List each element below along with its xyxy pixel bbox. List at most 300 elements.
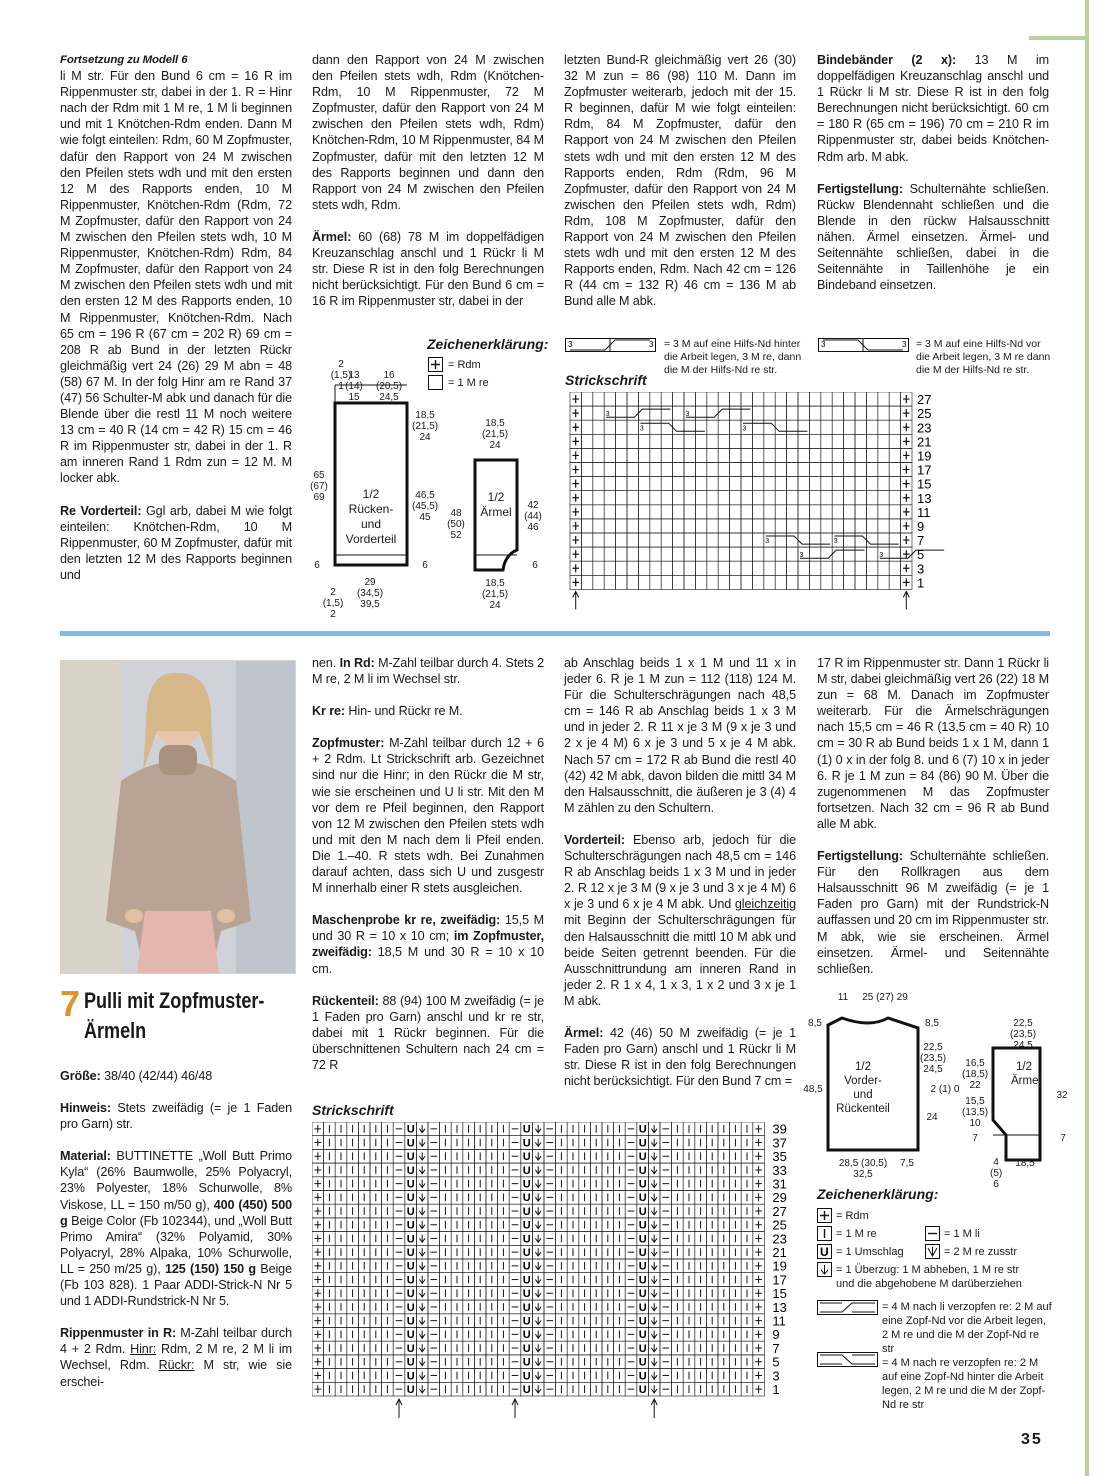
chart-cell bbox=[707, 533, 718, 547]
chart-cell bbox=[650, 491, 661, 505]
chart-cell bbox=[821, 505, 832, 519]
svg-text:3: 3 bbox=[649, 340, 654, 349]
stitch-mark bbox=[419, 1235, 425, 1243]
chart-cell bbox=[821, 491, 832, 505]
legend-zusstr: = 2 M re zusstr bbox=[944, 1246, 1018, 1258]
dim-label: 11 bbox=[837, 992, 849, 1003]
chart-cell bbox=[775, 491, 786, 505]
chart-cell bbox=[775, 434, 786, 448]
chart-cell bbox=[798, 448, 809, 462]
chart-cell bbox=[627, 491, 638, 505]
chart-cell bbox=[866, 420, 877, 434]
legend-symbols bbox=[428, 357, 444, 391]
chart-cell bbox=[821, 448, 832, 462]
stitch-mark bbox=[419, 1152, 425, 1160]
stitch-mark: U bbox=[522, 1164, 531, 1177]
chart-cell bbox=[889, 477, 900, 491]
stitch-mark bbox=[419, 1194, 425, 1202]
stitch-mark: U bbox=[406, 1329, 415, 1342]
chart-cell bbox=[798, 505, 809, 519]
stitch-mark bbox=[419, 1180, 425, 1188]
body-piece-label: 1/2 Rücken- und Vorderteil bbox=[345, 487, 397, 546]
chart-cell bbox=[593, 406, 604, 420]
stitch-mark bbox=[651, 1317, 657, 1325]
chart-cell bbox=[673, 575, 684, 589]
chart-cell bbox=[832, 448, 843, 462]
chart-cell bbox=[673, 420, 684, 434]
stitch-mark bbox=[419, 1289, 425, 1297]
edge-stitch-mark bbox=[573, 550, 579, 558]
chart-cell bbox=[718, 561, 729, 575]
chart-cell bbox=[878, 420, 889, 434]
chart-cell bbox=[832, 406, 843, 420]
stitch-mark: U bbox=[406, 1151, 415, 1164]
edge-stitch-mark bbox=[903, 466, 909, 474]
section-heading: Ärmel: bbox=[312, 229, 352, 244]
stitch-mark: U bbox=[406, 1247, 415, 1259]
chart-cell bbox=[638, 477, 649, 491]
edge-stitch-mark bbox=[573, 508, 579, 516]
stitch-mark: U bbox=[638, 1315, 647, 1328]
chart-cell bbox=[661, 491, 672, 505]
chart-cell bbox=[684, 434, 695, 448]
bottom-column-4 bbox=[817, 655, 1049, 993]
row-number: 35 bbox=[772, 1149, 787, 1165]
chart-cell bbox=[650, 575, 661, 589]
stitch-mark: U bbox=[406, 1342, 415, 1355]
chart-cell bbox=[889, 448, 900, 462]
chart-cell bbox=[775, 463, 786, 477]
chart-cell bbox=[821, 533, 832, 547]
stitch-mark bbox=[651, 1344, 657, 1352]
chart-cell bbox=[775, 561, 786, 575]
row-number: 23 bbox=[917, 420, 932, 436]
paragraph: Kr re: Hin- und Rückr re M. bbox=[312, 704, 463, 719]
chart-cell bbox=[809, 406, 820, 420]
row-number: 13 bbox=[917, 490, 932, 506]
model-photo bbox=[60, 660, 296, 974]
chart-cell bbox=[627, 519, 638, 533]
chart-cell bbox=[809, 505, 820, 519]
chart-cell bbox=[832, 505, 843, 519]
paragraph: Hinweis: Stets zweifädig (= je 1 Faden pro Garn) str. bbox=[60, 1101, 292, 1132]
edge-stitch-mark bbox=[903, 423, 909, 431]
chart-cell bbox=[616, 547, 627, 561]
stitch-mark bbox=[535, 1385, 541, 1393]
chart-cell bbox=[775, 519, 786, 533]
chart-cell bbox=[627, 420, 638, 434]
stitch-mark bbox=[419, 1358, 425, 1366]
stitch-mark bbox=[651, 1152, 657, 1160]
stitch-mark bbox=[535, 1331, 541, 1339]
chart-cell bbox=[741, 477, 752, 491]
stitch-mark: U bbox=[638, 1260, 647, 1273]
stitch-mark bbox=[419, 1262, 425, 1270]
chart-cell bbox=[855, 448, 866, 462]
chart-cell bbox=[764, 477, 775, 491]
stitch-mark bbox=[315, 1194, 322, 1202]
chart-cell bbox=[798, 491, 809, 505]
chart-cell bbox=[878, 392, 889, 406]
chart-cell bbox=[695, 392, 706, 406]
chart-cell bbox=[809, 575, 820, 589]
chart-cell bbox=[844, 547, 855, 561]
chart-cell bbox=[673, 491, 684, 505]
chart-cell bbox=[707, 505, 718, 519]
chart-cell bbox=[752, 491, 763, 505]
chart-cell bbox=[764, 505, 775, 519]
chart-cell bbox=[809, 463, 820, 477]
chart-cell bbox=[616, 434, 627, 448]
chart-cell bbox=[718, 505, 729, 519]
stitch-mark bbox=[535, 1276, 541, 1284]
stitch-mark: U bbox=[522, 1329, 531, 1342]
stitch-mark: U bbox=[522, 1192, 531, 1205]
chart-cell bbox=[593, 533, 604, 547]
chart-cell bbox=[809, 561, 820, 575]
chart-cell bbox=[684, 392, 695, 406]
chart-cell bbox=[673, 448, 684, 462]
chart-cell bbox=[809, 491, 820, 505]
stitch-mark bbox=[651, 1372, 657, 1380]
section-heading: Re Vorderteil: bbox=[60, 503, 142, 518]
chart-cell bbox=[604, 547, 615, 561]
chart-cell bbox=[889, 420, 900, 434]
row-number: 3 bbox=[917, 561, 925, 577]
chart-cell bbox=[730, 547, 741, 561]
dim-label: 16,5 (18,5) 22 bbox=[962, 1058, 989, 1091]
chart-cell bbox=[730, 533, 741, 547]
chart-cell bbox=[752, 575, 763, 589]
row-number: 15 bbox=[772, 1286, 787, 1302]
chart-cell bbox=[616, 448, 627, 462]
chart-cell bbox=[752, 505, 763, 519]
chart-cell bbox=[673, 434, 684, 448]
chart-cell bbox=[821, 547, 832, 561]
chart-cell bbox=[878, 561, 889, 575]
chart-cell bbox=[775, 392, 786, 406]
paragraph: Material: BUTTINETTE „Woll Butt Primo Kyla“ (26% Baumwolle, 25% Polyacryl, 23% Polyester, 18% Schurwolle, 8% Viskose, LL = 150 m/50 g), 400 (450) 500 g Beige Color (Fb 102344), und „Woll Butt Primo Amira“ (32% Polyamid, 30% Polyacryl, 28% Alpaka, 10% Schurwolle, LL = 250 m/25 g), 125 (150) 150 g Beige (Fb 103 828). 1 Paar ADDI-Strick-N Nr 5 und 1 ADDI-Rundstrick-N Nr 5. bbox=[60, 1149, 293, 1309]
stitch-mark bbox=[651, 1303, 657, 1311]
stitch-mark bbox=[755, 1344, 762, 1352]
stitch-mark bbox=[651, 1235, 657, 1243]
stitch-mark: U bbox=[522, 1356, 531, 1369]
row-number: 11 bbox=[917, 504, 931, 520]
chart-cell bbox=[581, 491, 592, 505]
chart-cell bbox=[581, 533, 592, 547]
chart-cell bbox=[775, 448, 786, 462]
chart-cell bbox=[673, 519, 684, 533]
legend-ueberzug: = 1 Überzug: 1 M abheben, 1 M re str und die abgehobene M darüberziehen bbox=[836, 1264, 1022, 1290]
stitch-mark bbox=[651, 1166, 657, 1174]
chart-cell bbox=[581, 392, 592, 406]
edge-stitch-mark bbox=[573, 564, 579, 572]
legend-umschlag: = 1 Umschlag bbox=[836, 1246, 904, 1258]
dim-label: 18,5 (21,5) 24 bbox=[481, 418, 509, 451]
chart-cell bbox=[741, 491, 752, 505]
stitch-mark: U bbox=[638, 1288, 647, 1301]
chart-cell bbox=[844, 505, 855, 519]
chart-cell bbox=[718, 547, 729, 561]
stitch-mark bbox=[755, 1317, 762, 1325]
chart-cell bbox=[616, 575, 627, 589]
stitch-mark bbox=[315, 1248, 322, 1256]
stitch-mark: U bbox=[522, 1274, 531, 1287]
chart-cell bbox=[650, 519, 661, 533]
chart-cell bbox=[730, 561, 741, 575]
stitch-mark bbox=[315, 1289, 322, 1297]
chart-cell bbox=[661, 533, 672, 547]
chart-cell bbox=[787, 463, 798, 477]
stitch-mark bbox=[755, 1125, 762, 1133]
repeat-arrow bbox=[396, 1399, 402, 1418]
dim-label: 2 (1,5) 1 bbox=[330, 359, 352, 392]
chart-cell bbox=[844, 392, 855, 406]
dim-label: 65 (67) 69 bbox=[310, 470, 328, 503]
chart-cell bbox=[775, 533, 786, 547]
chart-cell bbox=[581, 434, 592, 448]
chart-cell bbox=[775, 406, 786, 420]
chart-cell bbox=[809, 392, 820, 406]
dim-label: 42 (44) 46 bbox=[524, 500, 542, 533]
stitch-mark: U bbox=[522, 1370, 531, 1383]
stitch-mark bbox=[535, 1358, 541, 1366]
chart-cell bbox=[581, 575, 592, 589]
dim-label: 28,5 (30,5) 32,5 bbox=[838, 1158, 888, 1180]
stitch-mark: U bbox=[522, 1342, 531, 1355]
chart-cell bbox=[809, 533, 820, 547]
edge-stitch-mark bbox=[903, 522, 909, 530]
edge-stitch-mark bbox=[903, 536, 909, 544]
chart-cell bbox=[661, 547, 672, 561]
chart-cell bbox=[604, 575, 615, 589]
chart-cell bbox=[866, 519, 877, 533]
stitch-mark: U bbox=[638, 1247, 647, 1259]
dim-label: 18,5 (21,5) 24 bbox=[412, 410, 439, 443]
stitch-mark bbox=[535, 1235, 541, 1243]
chart-cell bbox=[775, 477, 786, 491]
chart-cell bbox=[775, 547, 786, 561]
chart-cell bbox=[616, 420, 627, 434]
edge-stitch-mark bbox=[903, 395, 909, 403]
stitch-mark bbox=[755, 1276, 762, 1284]
stitch-mark bbox=[315, 1262, 322, 1270]
chart-cell bbox=[866, 533, 877, 547]
dim-label: 2 (1) 0 bbox=[930, 1084, 960, 1095]
stitch-mark: U bbox=[522, 1151, 531, 1164]
model-illustration bbox=[61, 661, 295, 973]
stitch-mark bbox=[535, 1372, 541, 1380]
paragraph: li M str. Für den Bund 6 cm = 16 R im Rippenmuster str, dabei in der 1. R = Hinr nach der Rdm mit 1 M re, 1 M li beginnen und mit 1 Knötchen-Rdm enden. Dann M wie folgt einteilen: Rdm, 60 M Zopfmuster, dafür den Rapport von 24 M zwischen den Pfeilen stets wdh und mit den ersten 12 M des Rapports enden, 10 M Rippenmuster, Knötchen-Rdm (Rdm, 72 M Zopfmuster, dafür den Rapport von 24 M zwischen den Pfeilen stets wdh, 10 M Rippenmuster, Knötchen-Rdm) Rdm, 84 M Zopfmuster, dafür den Rapport von 24 M zwischen den Pfeilen stets wdh und mit den ersten 12 M des Rapports enden, 10 M Rippenmuster, Knötchen-Rdm. Nach 65 cm = 196 R (67 cm = 202 R) 69 cm = 208 R ab Bund in der letzten Rückr gleichmäßig vert 24 (26) 29 M abn = 48 (58) 67 M. In der folg Hinr am re Rand 37 (47) 56 Schulter-M abk und danach für die Blende über die restl 11 M noch weitere 13 cm = 40 R (14 cm = 42 R) 15 cm = 46 R im Rippenmuster str, dabei in der 1. R am inneren Rand 1 Rdm zun = 12 M. M locker abk. bbox=[60, 69, 292, 486]
stitch-mark bbox=[651, 1262, 657, 1270]
stitch-mark bbox=[315, 1166, 322, 1174]
chart-cell bbox=[787, 491, 798, 505]
chart-cell bbox=[741, 533, 752, 547]
chart-cell bbox=[638, 505, 649, 519]
chart-cell bbox=[866, 505, 877, 519]
edge-stitch-mark bbox=[573, 480, 579, 488]
row-number: 21 bbox=[917, 434, 932, 450]
chart-cell bbox=[718, 434, 729, 448]
cable-number: 3 bbox=[799, 552, 804, 560]
chart-cell bbox=[627, 505, 638, 519]
stitch-mark bbox=[755, 1180, 762, 1188]
stitch-mark: U bbox=[638, 1384, 647, 1396]
page-number: 35 bbox=[1021, 1431, 1043, 1448]
stitch-mark: U bbox=[406, 1178, 415, 1191]
chart-cell bbox=[604, 519, 615, 533]
chart-cell bbox=[718, 406, 729, 420]
row-number: 21 bbox=[772, 1245, 787, 1260]
chart-cell bbox=[798, 533, 809, 547]
row-number: 27 bbox=[917, 392, 932, 408]
chart-cell bbox=[627, 575, 638, 589]
chart-cell bbox=[855, 533, 866, 547]
stitch-mark bbox=[755, 1235, 762, 1243]
bottom-knitting-chart bbox=[312, 1122, 802, 1434]
chart-cell bbox=[661, 477, 672, 491]
chart-cell bbox=[661, 561, 672, 575]
stitch-mark: U bbox=[406, 1301, 415, 1314]
stitch-mark bbox=[315, 1125, 322, 1133]
row-number: 31 bbox=[772, 1176, 787, 1192]
chart-cell bbox=[787, 561, 798, 575]
chart-cell bbox=[878, 434, 889, 448]
chart-cell bbox=[844, 575, 855, 589]
stitch-mark: U bbox=[638, 1233, 647, 1246]
edge-stitch-mark bbox=[573, 522, 579, 530]
chart-cell bbox=[764, 561, 775, 575]
chart-cell bbox=[718, 575, 729, 589]
chart-cell bbox=[684, 561, 695, 575]
stitch-mark bbox=[419, 1139, 425, 1147]
chart-title: Strickschrift bbox=[565, 372, 647, 388]
sleeve-piece-label: 1/2 Ärmel bbox=[1011, 1061, 1042, 1087]
paragraph: Re Vorderteil: Ggl arb, dabei M wie folgt einteilen: Knötchen-Rdm, 10 M Rippenmuster, 60 M Zopfmuster, dafür mit den letzten 12 M des Rapports beginnen und bbox=[60, 503, 292, 582]
stitch-mark bbox=[419, 1344, 425, 1352]
chart-cell bbox=[593, 505, 604, 519]
chart-cell bbox=[752, 519, 763, 533]
dim-label: 6 bbox=[532, 560, 538, 571]
chart-cell bbox=[832, 491, 843, 505]
stitch-mark: U bbox=[522, 1315, 531, 1328]
chart-cell bbox=[764, 463, 775, 477]
stitch-mark bbox=[651, 1125, 657, 1133]
paragraph: Zopfmuster: M-Zahl teilbar durch 12 + 6 + 2 Rdm. Lt Strickschrift arb. Gezeichnet sind nur die Hinr; in den Rückr die M str, wie sie erscheinen und U li str. Mit den M vor dem re Pfeil beginnen, den Rapport von 12 M zwischen den Pfeilen stets wdh und mit den M nach dem li Pfeil enden. Die 1.–40. R stets wdh. Bei Zunahmen darauf achten, dass sich U und zusgestr M innerhalb einer R stets ausgleichen. bbox=[312, 736, 544, 896]
chart-cell bbox=[695, 561, 706, 575]
chart-cell bbox=[707, 477, 718, 491]
chart-cell bbox=[855, 434, 866, 448]
chart-cell bbox=[889, 491, 900, 505]
dim-label: 4 (5) 6 bbox=[990, 1157, 1003, 1190]
chart-cell bbox=[878, 406, 889, 420]
chart-cell bbox=[844, 434, 855, 448]
chart-cell bbox=[638, 491, 649, 505]
chart-cell bbox=[707, 406, 718, 420]
chart-cell bbox=[673, 533, 684, 547]
chart-cell bbox=[593, 575, 604, 589]
paragraph: letzten Bund-R gleichmäßig vert 26 (30) 32 M zun = 86 (98) 110 M. Dann im Zopfmuster weiterarb, jedoch mit der 15. R beginnen, dafür M wie folgt einteilen: Rdm, 84 M Zopfmuster, dafür den Rapport von 24 M zwischen den Pfeilen stets wdh und mit den ersten 12 M des Rapports enden, Rdm (Rdm, 96 M Zopfmuster, dafür den Rapport von 24 M zwischen den Pfeilen stets wdh, Rdm) Rdm, 108 M Zopfmuster, dafür den Rapport von 24 M zwischen den Pfeilen stets wdh und mit den ersten 12 M des Rapports enden, Rdm. Nach 42 cm = 126 R (44 cm = 132 R) 46 cm = 136 M ab Bund alle M abk. bbox=[564, 53, 796, 309]
chart-cell bbox=[866, 477, 877, 491]
chart-cell bbox=[821, 477, 832, 491]
stitch-mark: U bbox=[406, 1219, 415, 1232]
chart-cell bbox=[844, 477, 855, 491]
row-number: 11 bbox=[772, 1313, 786, 1329]
chart-cell bbox=[764, 392, 775, 406]
chart-cell bbox=[718, 477, 729, 491]
chart-cell bbox=[638, 406, 649, 420]
chart-cell bbox=[889, 575, 900, 589]
chart-cell bbox=[604, 561, 615, 575]
edge-stitch-mark bbox=[903, 480, 909, 488]
chart-cell bbox=[718, 420, 729, 434]
chart-cell bbox=[832, 575, 843, 589]
chart-cell bbox=[673, 477, 684, 491]
legend-re: = 1 M re bbox=[836, 1228, 877, 1240]
chart-cell bbox=[866, 491, 877, 505]
paragraph: Ärmel: 60 (68) 78 M im doppelfädigen Kreuzanschlag anschl und 1 Rückr li M str. Diese R ist in den folg Berechnungen nicht berücksichtigt. Für den Bund 6 cm = 16 R im Rippenmuster str, dabei in der bbox=[312, 229, 544, 309]
chart-cell bbox=[695, 448, 706, 462]
row-number: 5 bbox=[772, 1354, 780, 1370]
dim-label: 7,5 bbox=[900, 1158, 914, 1169]
paragraph: nen. In Rd: M-Zahl teilbar durch 4. Stets 2 M re, 2 M li im Wechsel str. bbox=[312, 656, 544, 687]
dim-label: 32 bbox=[1056, 1090, 1068, 1101]
stitch-mark bbox=[755, 1372, 762, 1380]
dim-label: 46,5 (45,5) 45 bbox=[412, 490, 439, 523]
chart-cell bbox=[798, 420, 809, 434]
row-number: 9 bbox=[917, 519, 925, 534]
chart-cell bbox=[844, 463, 855, 477]
chart-cell bbox=[730, 406, 741, 420]
stitch-mark bbox=[419, 1372, 425, 1380]
chart-cell bbox=[638, 519, 649, 533]
chart-cell bbox=[889, 434, 900, 448]
chart-cell bbox=[752, 463, 763, 477]
chart-cell bbox=[855, 491, 866, 505]
paragraph: Größe: 38/40 (42/44) 46/48 bbox=[60, 1069, 213, 1083]
row-number: 1 bbox=[917, 575, 925, 591]
chart-cell bbox=[844, 448, 855, 462]
chart-cell bbox=[752, 547, 763, 561]
chart-cell bbox=[673, 505, 684, 519]
chart-cell bbox=[593, 463, 604, 477]
stitch-mark: U bbox=[522, 1123, 531, 1136]
dim-label: 48 (50) 52 bbox=[447, 508, 465, 541]
stitch-mark bbox=[535, 1262, 541, 1270]
edge-stitch-mark bbox=[903, 578, 909, 586]
chart-cell bbox=[889, 533, 900, 547]
dim-label: 6 bbox=[314, 560, 320, 571]
chart-cell bbox=[650, 547, 661, 561]
stitch-mark bbox=[651, 1358, 657, 1366]
chart-cell bbox=[593, 491, 604, 505]
stitch-mark: U bbox=[638, 1329, 647, 1342]
cable-left-text: = 3 M auf eine Hilfs-Nd hinter die Arbeit legen, 3 M re, dann die M der Hilfs-Nd re str. bbox=[664, 338, 802, 376]
stitch-mark bbox=[535, 1221, 541, 1229]
cable-symbol-right bbox=[818, 338, 910, 352]
stitch-mark: U bbox=[406, 1288, 415, 1301]
chart-cell bbox=[741, 575, 752, 589]
chart-cell bbox=[832, 420, 843, 434]
chart-cell bbox=[581, 561, 592, 575]
chart-cell bbox=[866, 547, 877, 561]
chart-cell bbox=[673, 547, 684, 561]
stitch-mark bbox=[315, 1235, 322, 1243]
paragraph: Vorderteil: Ebenso arb, jedoch für die Schulterschrägungen nach 48,5 cm = 146 R ab Anschlag beids 1 x 3 M und in jeder 2. R 12 x je 3 M (9 x je 3 und 3 x je 4 M) 6 x je 3 und 6 x je 4 M abk. Und gleichzeitig mit Beginn der Schulterschrägungen für den Halsausschnitt die mittl 10 M abk und beide Seiten getrennt beenden. Für die Ausschnittrundung am inneren Rand in jeder 2. R 1 x 4, 1 x 3, 1 x 2 und 3 x je 1 M abk. bbox=[564, 832, 797, 1008]
chart-cell bbox=[638, 547, 649, 561]
chart-cell bbox=[855, 420, 866, 434]
chart-cell bbox=[741, 463, 752, 477]
